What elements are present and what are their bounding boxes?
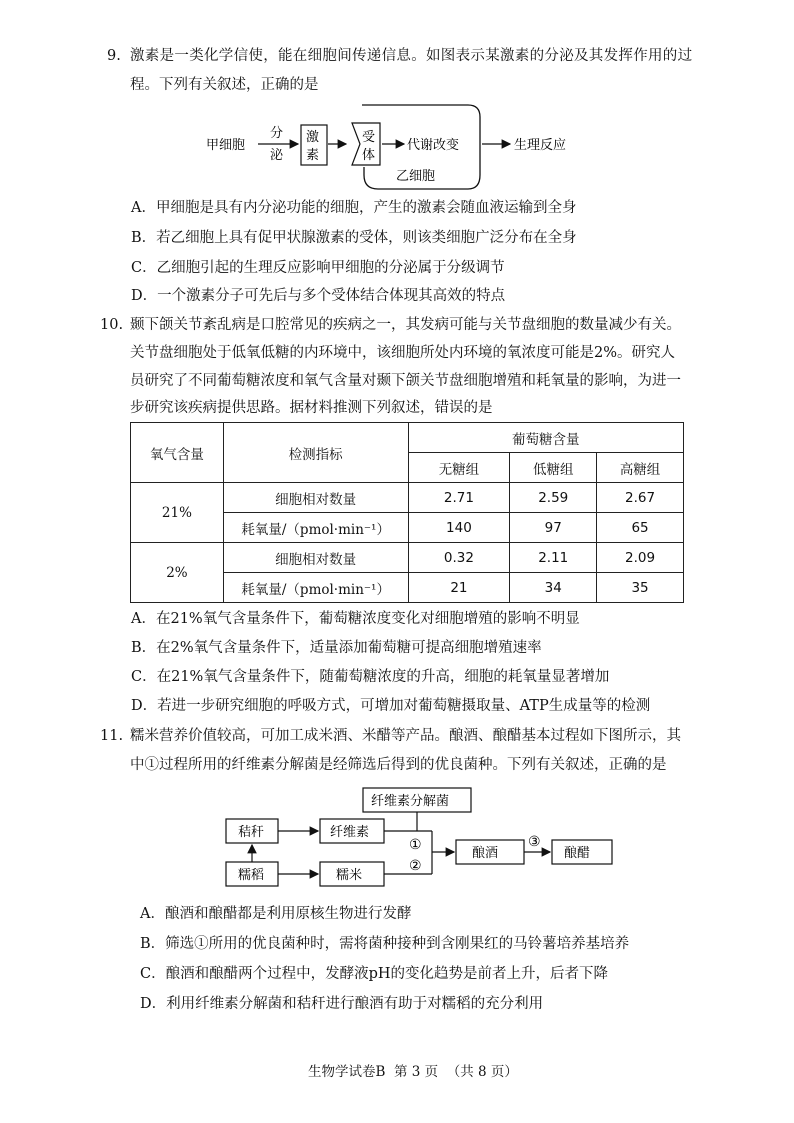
svg-text:体: 体 [362, 148, 376, 163]
step-1-label: ① [409, 837, 422, 853]
secrete-label-2: 泌 [270, 148, 284, 163]
q11-option-b: B．筛选①所用的优良菌种时，需将菌种接种到含刚果红的马铃薯培养基培养 [140, 936, 630, 952]
group-high-sugar: 高糖组 [597, 453, 684, 483]
q10-stem-line2: 关节盘细胞处于低氧低糖的内环境中，该细胞所处内环境的氧浓度可能是2%。研究人 [130, 345, 675, 361]
svg-text:秸秆: 秸秆 [238, 825, 265, 840]
value-cell: 140 [408, 513, 510, 543]
value-cell: 35 [597, 573, 684, 603]
q10-option-d: D．若进一步研究细胞的呼吸方式，可增加对葡萄糖摄取量、ATP生成量等的检测 [131, 698, 651, 714]
q10-option-c: C．在21%氧气含量条件下，随葡萄糖浓度的升高，细胞的耗氧量显著增加 [131, 669, 610, 685]
table-row [131, 543, 684, 573]
header-glucose: 葡萄糖含量 [408, 423, 683, 453]
value-cell: 0.32 [408, 543, 510, 573]
value-cell: 21 [408, 573, 510, 603]
metabolism-label: 代谢改变 [407, 138, 460, 153]
response-label: 生理反应 [514, 138, 567, 153]
indicator-cell: 耗氧量/（pmol·min⁻¹） [223, 513, 408, 543]
q9-option-b: B．若乙细胞上具有促甲状腺激素的受体，则该类细胞广泛分布在全身 [131, 230, 577, 246]
group-no-sugar: 无糖组 [408, 453, 510, 483]
header-oxygen: 氧气含量 [131, 423, 224, 483]
q9-option-a: A．甲细胞是具有内分泌功能的细胞，产生的激素会随血液运输到全身 [131, 200, 577, 216]
q10-stem-line4: 步研究该疾病提供思路。据材料推测下列叙述，错误的是 [130, 400, 493, 416]
indicator-cell: 耗氧量/（pmol·min⁻¹） [223, 573, 408, 603]
q11-option-d: D．利用纤维素分解菌和秸秆进行酿酒有助于对糯稻的充分利用 [140, 996, 544, 1012]
value-cell: 2.11 [510, 543, 597, 573]
q10-option-b: B．在2%氧气含量条件下，适量添加葡萄糖可提高细胞增殖速率 [131, 640, 542, 656]
q9-stem-line2: 程。下列有关叙述，正确的是 [130, 77, 319, 93]
svg-text:素: 素 [306, 148, 320, 163]
q10-option-a: A．在21%氧气含量条件下，葡萄糖浓度变化对细胞增殖的影响不明显 [131, 611, 580, 627]
q9-stem-line1: 激素是一类化学信使，能在细胞间传递信息。如图表示某激素的分泌及其发挥作用的过 [130, 48, 693, 64]
header-indicator: 检测指标 [223, 423, 408, 483]
table-row [131, 483, 684, 513]
cell-b-label: 乙细胞 [396, 169, 436, 184]
q11-fermentation-diagram [210, 786, 630, 890]
svg-text:纤维素: 纤维素 [330, 825, 370, 840]
q11-option-a: A．酿酒和酿醋都是利用原核生物进行发酵 [140, 906, 412, 922]
q11-stem-line1: 糯米营养价值较高，可加工成米酒、米醋等产品。酿酒、酿醋基本过程如下图所示，其 [130, 728, 681, 744]
q11-option-c: C．酿酒和酿醋两个过程中，发酵液pH的变化趋势是前者上升，后者下降 [140, 966, 609, 982]
q10-number: 10. [100, 317, 124, 333]
oxygen-2: 2% [131, 543, 224, 603]
value-cell: 65 [597, 513, 684, 543]
svg-text:酿醋: 酿醋 [564, 846, 591, 861]
svg-text:激: 激 [306, 130, 320, 145]
value-cell: 97 [510, 513, 597, 543]
step-2-label: ② [409, 858, 422, 874]
value-cell: 2.71 [408, 483, 510, 513]
svg-text:糯米: 糯米 [336, 868, 363, 883]
value-cell: 2.09 [597, 543, 684, 573]
q9-hormone-diagram [200, 103, 580, 193]
value-cell: 34 [510, 573, 597, 603]
q9-number: 9. [107, 48, 121, 64]
q10-data-table [130, 422, 684, 603]
svg-text:受: 受 [362, 130, 376, 145]
indicator-cell: 细胞相对数量 [223, 483, 408, 513]
page-footer: 生物学试卷B 第 3 页 （共 8 页） [308, 1064, 518, 1080]
oxygen-21: 21% [131, 483, 224, 543]
secrete-label-1: 分 [270, 126, 284, 141]
svg-text:糯稻: 糯稻 [238, 868, 265, 883]
cell-a-label: 甲细胞 [206, 138, 246, 153]
value-cell: 2.67 [597, 483, 684, 513]
group-low-sugar: 低糖组 [510, 453, 597, 483]
q10-stem-line3: 员研究了不同葡萄糖浓度和氧气含量对颞下颌关节盘细胞增殖和耗氧量的影响，为进一 [130, 373, 681, 389]
indicator-cell: 细胞相对数量 [223, 543, 408, 573]
q10-stem-line1: 颞下颌关节紊乱病是口腔常见的疾病之一，其发病可能与关节盘细胞的数量减少有关。 [130, 317, 681, 333]
q9-option-c: C．乙细胞引起的生理反应影响甲细胞的分泌属于分级调节 [131, 260, 505, 276]
step-3-label: ③ [528, 834, 541, 850]
q11-number: 11. [100, 728, 124, 744]
svg-text:纤维素分解菌: 纤维素分解菌 [371, 794, 450, 809]
value-cell: 2.59 [510, 483, 597, 513]
q11-stem-line2: 中①过程所用的纤维素分解菌是经筛选后得到的优良菌种。下列有关叙述，正确的是 [130, 757, 667, 773]
svg-text:酿酒: 酿酒 [472, 846, 499, 861]
q9-option-d: D．一个激素分子可先后与多个受体结合体现其高效的特点 [131, 288, 506, 304]
